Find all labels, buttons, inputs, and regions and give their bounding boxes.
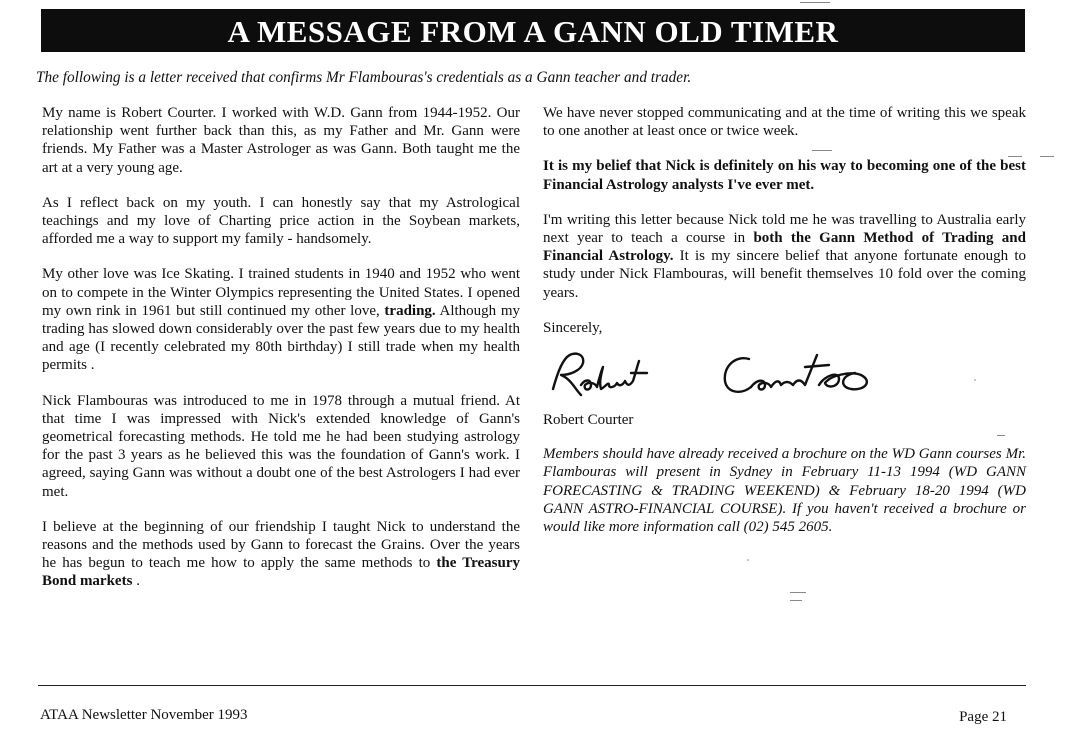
letter-right-column (543, 104, 1026, 553)
footer-publication: ATAA Newsletter November 1993 (40, 707, 248, 723)
text-run: Although my trading has slowed down considerably over the past few years due to my health and age (I recently celebrated my 80th birthday) I still trade when my health permits . (42, 302, 521, 374)
page-title: A MESSAGE FROM A GANN OLD TIMER (41, 9, 1025, 52)
bold-text: both the Gann Method of Trading and Financial Astrology. (543, 230, 1026, 265)
text-run: It is my sincere belief that anyone fortunate enough to study under Nick Flambouras, will benefit themselves 10 fold over the coming years. (543, 248, 1026, 301)
paragraph-belief: It is my belief that Nick is definitely on his way to becoming one of the best Financial Astrology analysts I've ever met. (543, 158, 1026, 193)
subtitle: The following is a letter received that confirms Mr Flambouras's credentials as a Gann teacher and trader. (36, 69, 692, 86)
paragraph-australia-course (543, 211, 1026, 302)
paragraph-youth: As I reflect back on my youth. I can honestly say that my Astrological teachings and my love of Charting price action in the Soybean markets, afforded me a way to support my family - handsomely. (42, 194, 520, 248)
text-run: . (132, 573, 140, 590)
paragraph-communicating: We have never stopped communicating and at the time of writing this we speak to one another at least once or twice week. (543, 105, 1026, 140)
text-run: My other love was Ice Skating. I trained students in 1940 and 1952 who went on to compete in the Winter Olympics representing the United States. I opened my own rink in 1961 but still continued my other love, (42, 266, 520, 319)
signature (539, 345, 939, 407)
text-run: I believe at the beginning of our friendship I taught Nick to understand the reasons and the methods used by Gann to forecast the Grains. Over the years he has begun to teach me how to apply the same methods to (42, 518, 520, 572)
page-number: Page 21 (959, 709, 1007, 725)
paragraph-introduction: My name is Robert Courter. I worked with W.D. Gann from 1944-1952. Our relationship went further back than this, as my Father and Mr. Gann were friends. My Father was a Master Astrologer as was Gann. Both taught me the art at a very young age. (42, 105, 520, 176)
letter-left-column (42, 104, 520, 608)
paragraph-ice-skating (42, 265, 520, 374)
bold-text: the Treasury Bond markets (42, 555, 521, 590)
paragraph-meeting-nick: Nick Flambouras was introduced to me in 1978 through a mutual friend. At that time I was impressed with Nick's extended knowledge of Gann's geometrical forecasting methods. He told me he had been studying astrology for the past 3 years as he believed this was the foundation of Gann's work. I agreed, saying Gann was without a doubt one of the best Astrologers I had ever met. (42, 392, 520, 500)
closing: Sincerely, (543, 319, 603, 336)
brochure-notice: Members should have already received a brochure on the WD Gann courses Mr. Flambouras will present in Sydney in February 11-13 1994 (WD GANN FORECASTING & TRADING WEEKEND) & February 18-20 1994 (WD GANN ASTRO-FINANCIAL COURSE). If you haven't received a brochure or would like more information call (02) 545 2605. (543, 446, 1026, 536)
bold-text: trading. (384, 302, 436, 319)
signatory-name: Robert Courter (543, 412, 634, 429)
footer-divider (38, 685, 1026, 686)
paragraph-friendship (42, 518, 520, 591)
text-run: I'm writing this letter because Nick told me he was travelling to Australia early next year to teach a course in (543, 211, 1026, 247)
